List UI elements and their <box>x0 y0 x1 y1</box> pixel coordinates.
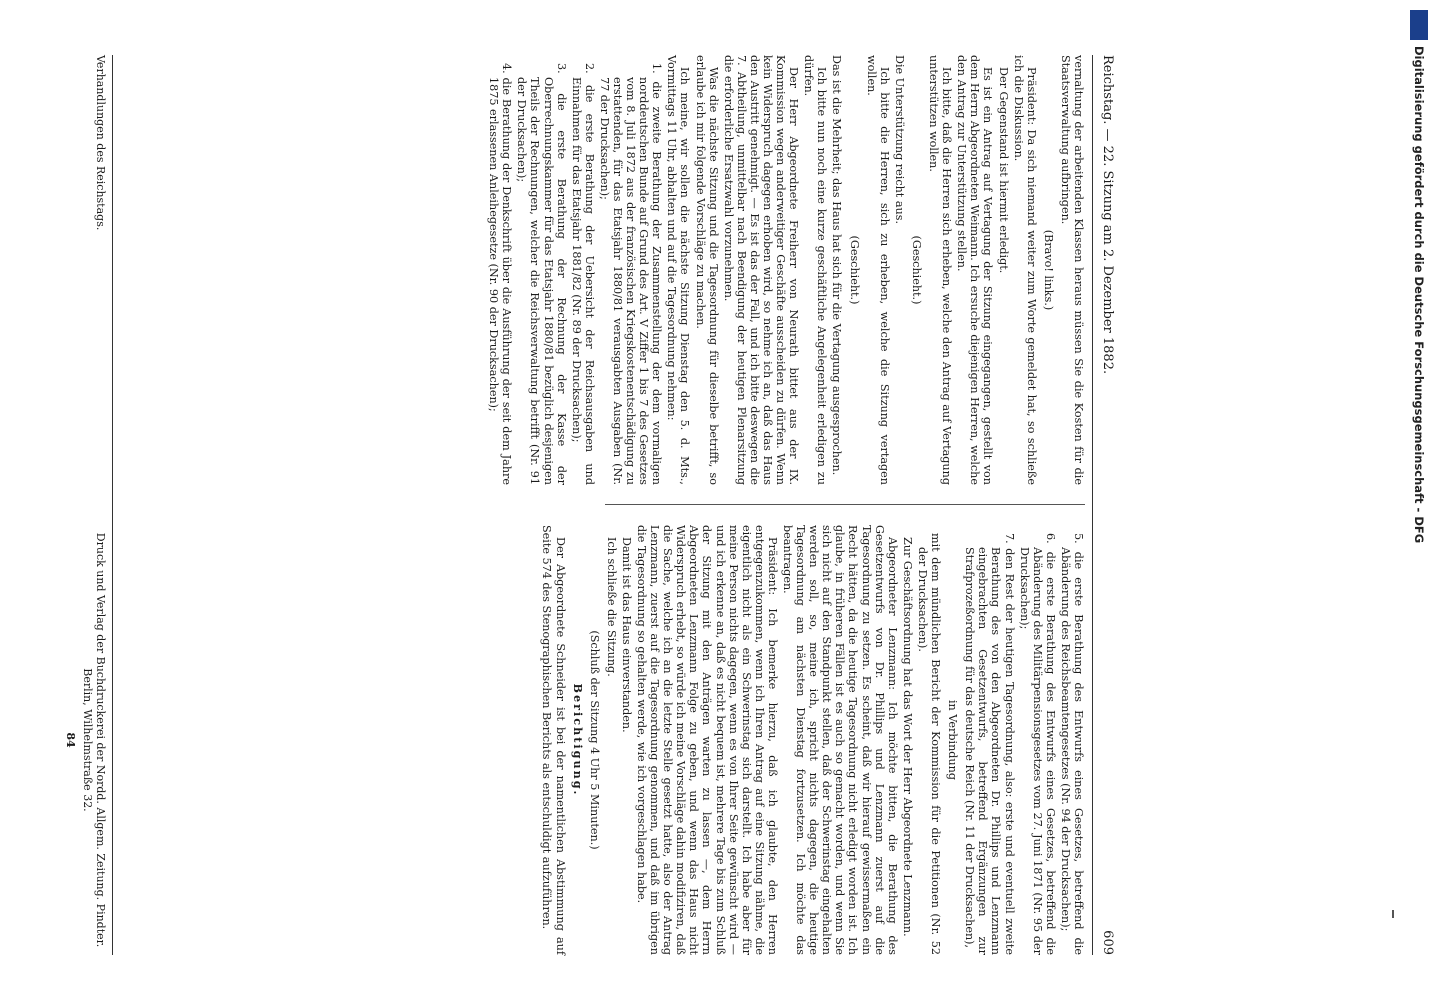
footer-left: Verhandlungen des Reichstags. <box>94 55 107 231</box>
section-title: Berichtigung. <box>570 683 585 797</box>
paragraph: Was die nächste Sitzung und die Tagesordnung für dieselbe betrifft, so erlaube ich mir folgende Vorschläge zu machen. <box>693 55 720 485</box>
agenda-item: 7. den Rest der heutigen Tagesordnung, also: erste und eventuell zweite Berathung des von den Abgeordneten Dr. Phillips und Lenzmann eingebrachten Gesetzentwurfs, betreffend Ergänzungen zur Strafprozeßordnung für das deutsche Reich (Nr. 11 der Drucksachen), <box>963 533 1016 955</box>
agenda-item: 1. die zweite Berathung der Zusammenstellung der dem vormaligen norddeutschen Bunde auf Grund des Art. V Ziffer 1 bis 7 des Gesetzes vom 8. Juli 1872 aus der französischen Kriegskostenentschädigung zu erstattenden, für das Etatsjahr 1880/81 verausgabten Ausgaben (Nr. 77 der Drucksachen); <box>597 63 664 485</box>
page-number: 609 <box>1100 930 1115 955</box>
page-header <box>1091 55 1115 955</box>
rotated-page-content <box>25 55 1115 955</box>
signature-mark: 84 <box>64 732 77 748</box>
scan-mark <box>1392 910 1394 918</box>
dfg-sidebar <box>1408 6 1430 946</box>
header-title: Reichstag. — 22. Sitzung am 2. Dezember 1882. <box>1100 55 1115 375</box>
left-column <box>485 55 1085 485</box>
paragraph: Der Abgeordnete Schneider ist bei der namentlichen Abstimmung auf Seite 574 des Stenographischen Berichts als entschuldigt aufzuführen. <box>540 525 567 955</box>
stage-note: in Verbindung <box>946 699 960 781</box>
paragraph: Ich bitte, daß die Herren sich erheben, welche den Antrag auf Vertagung unterstützen wollen. <box>927 55 954 485</box>
paragraph: Abgeordneter Lenzmann: Ich möchte bitten, die Berathung des Gesetzentwurfs von Dr. Phillips und Lenzmann zuerst auf die Tagesordnung zu setzen. Es scheint, daß wir hierauf gewissermaßen ein Recht hätten, da die heutige Tagesordnung nicht erledigt worden ist. Ich glaube, in früheren Fällen ist es auch so gemacht worden, und wenn Sie sich nicht auf den Standpunkt stellen, daß der Schwerinstag eingehalten werden soll, so, meine ich, spricht nichts dagegen, die heutige Tagesordnung am nächsten Dienstag fortzusetzen. Ich möchte das beantragen. <box>781 525 899 955</box>
column-separator <box>605 504 1085 505</box>
header-rule <box>1092 55 1093 955</box>
printer-imprint: Druck und Verlag der Buchdruckerei der Nordd. Allgem. Zeitung. Pindter. Berlin, Wilhelmstraße 32. <box>81 532 107 948</box>
paragraph: Ich bitte die Herren, sich zu erheben, welche die Sitzung vertagen wollen. <box>864 55 891 485</box>
dfg-logo-icon <box>1410 10 1428 40</box>
stage-note: (Bravo! links.) <box>1041 229 1055 311</box>
right-column <box>538 525 1085 955</box>
footer-rule <box>112 55 113 955</box>
agenda-item: 4. die Berathung der Denkschrift über die Ausführung der seit dem Jahre 1875 erlassenen Anleihegesetze (Nr. 90 der Drucksachen); <box>487 63 514 485</box>
paragraph: Ich bitte nun noch eine kurze geschäftliche Angelegenheit erledigen zu dürfen. <box>802 55 829 485</box>
stage-note: (Geschieht.) <box>909 235 923 305</box>
agenda-item: 5. die erste Berathung des Entwurfs eines Gesetzes, betreffend die Abänderung des Reichsbeamtengesetzes (Nr. 94 der Drucksachen); <box>1058 533 1085 955</box>
agenda-item: 6. die erste Berathung des Entwurfs eines Gesetzes, betreffend die Abänderung des Militärpensionsgesetzes vom 27. Juni 1871 (Nr. 95 der Drucksachen); <box>1017 533 1057 955</box>
agenda-item: 3. die erste Berathung der Rechnung der Kasse der Oberrechnungskammer für das Etatsjahr 1880/81 bezüglich desjenigen Theils der Rechnungen, welcher die Reichsverwaltung betrifft (Nr. 91 der Drucksachen); <box>515 63 568 485</box>
paragraph: Damit ist das Haus einverstanden. <box>619 537 633 733</box>
dfg-credit: Digitalisierung gefördert durch die Deutsche Forschungsgemeinschaft - DFG <box>1412 46 1426 544</box>
paragraph: vernaltung der arbeitenden Klassen heraus müssen Sie die Kosten für die Staatsverwaltung aufbringen. <box>1058 55 1085 485</box>
paragraph: Präsident: Da sich niemand weiter zum Worte gemeldet hat, so schließe ich die Diskussion. <box>1011 55 1038 485</box>
agenda-item-continued: mit dem mündlichen Bericht der Kommission für die Petitionen (Nr. 52 der Drucksachen). <box>915 533 943 955</box>
paragraph: Der Gegenstand ist hiermit erledigt. <box>996 67 1010 274</box>
agenda-item: 2. die erste Berathung der Uebersicht der Reichsausgaben und Einnahmen für das Etatsjahr 1881/82 (Nr. 89 der Drucksachen); <box>569 63 596 485</box>
paragraph: Präsident: Ich bemerke hierzu, daß ich glaubte, den Herren entgegenzukommen, wenn ich Ihren Antrag auf eine Sitzung nähme, die eigentlich nicht als ein Schwerinstag sich darstellt. Ich habe aber für meine Person nichts dagegen, wenn es von Ihrer Seite gewünscht wird — und ich erkenne an, daß es nicht bequem ist, mehrere Tage bis zum Schluß der Sitzung mit den Anträgen warten zu lassen —, dem Herrn Abgeordneten Lenzmann Folge zu geben, und wenn das Haus nicht Widerspruch erhebt, so würde ich meine Vorschläge dahin modifiziren, daß die Sache, welche ich an die letzte Stelle gesetzt hatte, also der Antrag Lenzmann, zuerst auf die Tagesordnung genommen, und daß im übrigen die Tagesordnung so gehalten werde, wie ich vorgeschlagen habe. <box>635 525 779 955</box>
paragraph: Die Unterstützung reicht aus. <box>892 55 906 225</box>
paragraph: Zur Geschäftsordnung hat das Wort der Herr Abgeordnete Lenzmann. <box>900 537 914 937</box>
paragraph: Es ist ein Antrag auf Vertagung der Sitzung eingegangen, gestellt von dem Herrn Abgeordneten Weimann. Ich ersuche diejenigen Herren, welche den Antrag zur Unterstützung stellen. <box>955 55 995 486</box>
paragraph: Der Herr Abgeordnete Freiherr von Neurath bittet aus der IX. Kommission wegen anderweitiger Geschäfte ausscheiden zu dürfen. Wenn kein Widerspruch dagegen erhoben wird, so nehme ich an, daß das Haus den Austritt genehmigt. — Es ist das der Fall, und ich bitte deswegen die 7. Abtheilung, unmittelbar nach Beendigung der heutigen Plenarsitzung die erforderliche Ersatzwahl vorzunehmen. <box>721 55 801 485</box>
paragraph: Ich schließe die Sitzung. <box>604 537 618 677</box>
paragraph: Ich meine, wir sollen die nächste Sitzung Dienstag den 5. d. Mts., Vormittags 11 Uhr, abhalten und auf die Tagesordnung nehmen: <box>665 55 692 485</box>
stage-note: (Geschieht.) <box>847 235 861 305</box>
stage-note: (Schluß der Sitzung 4 Uhr 5 Minuten.) <box>587 630 601 850</box>
paragraph: Das ist die Mehrheit; das Haus hat sich für die Vertagung ausgesprochen. <box>830 55 844 476</box>
